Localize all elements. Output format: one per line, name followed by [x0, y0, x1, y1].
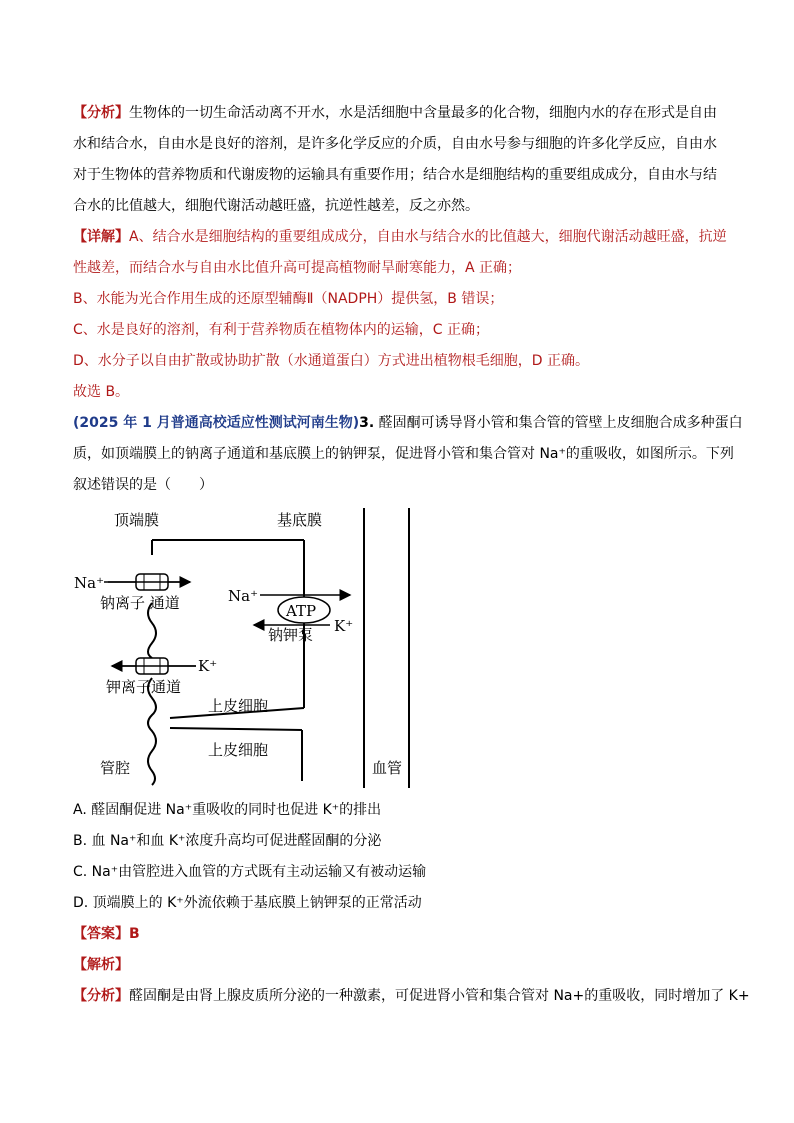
option-c: C. Na⁺由管腔进入血管的方式既有主动运输又有被动运输 [73, 864, 427, 880]
explanation-label: 【解析】 [73, 957, 129, 973]
lumen-label: 管腔 [100, 759, 131, 777]
answer-line [73, 924, 724, 944]
question-line-1: (2025 年 1 月普通高校适应性测试河南生物)3. 醛固酮可诱导肾小管和集合管的管壁上皮细胞合成多种蛋白 [73, 415, 743, 431]
k-pump-label: K⁺ [334, 617, 354, 635]
analysis-line-3: 对于生物体的营养物质和代谢废物的运输具有重要作用；结合水是细胞结构的重要组成成分，自由水与结 [73, 167, 717, 183]
cell-junction-lower [170, 728, 302, 730]
question-line-3: 叙述错误的是（ ） [73, 477, 213, 493]
detail-label: 【详解】 [73, 229, 129, 245]
analysis2-line: 【分析】醛固酮是由肾上腺皮质所分泌的一种激素，可促进肾小管和集合管对 Na+的重吸收，同时增加了 K+ [73, 988, 750, 1004]
analysis-label: 【分析】 [73, 105, 129, 121]
apical-membrane-label: 顶端膜 [114, 511, 160, 529]
basal-membrane-label: 基底膜 [277, 511, 323, 529]
detail-line-4: C、水是良好的溶剂，有利于营养物质在植物体内的运输，C 正确； [73, 322, 489, 338]
kidney-cell-diagram [72, 503, 432, 793]
analysis-line-2: 水和结合水，自由水是良好的溶剂，是许多化学反应的介质，自由水号参与细胞的许多化学反应，自由水 [73, 136, 717, 152]
na-channel-label: 钠离子 通道 [100, 594, 180, 612]
k-channel-ion-label: K⁺ [198, 657, 218, 675]
atp-label: ATP [286, 602, 317, 620]
analysis-line-4: 合水的比值越大，细胞代谢活动越旺盛，抗逆性越差，反之亦然。 [73, 198, 479, 214]
detail-line-3: B、水能为光合作用生成的还原型辅酶Ⅱ（NADPH）提供氢，B 错误； [73, 291, 504, 307]
na-right-label: Na⁺ [228, 587, 258, 605]
detail-conclusion: 故选 B。 [73, 384, 130, 400]
analysis2-label: 【分析】 [73, 988, 129, 1004]
option-b: B. 血 Na⁺和血 K⁺浓度升高均可促进醛固酮的分泌 [73, 833, 382, 849]
detail-line-5: D、水分子以自由扩散或协助扩散（水通道蛋白）方式进出植物根毛细胞，D 正确。 [73, 353, 590, 369]
detail-line-2: 性越差，而结合水与自由水比值升高可提高植物耐旱耐寒能力，A 正确； [73, 260, 522, 276]
option-a: A. 醛固酮促进 Na⁺重吸收的同时也促进 K⁺的排出 [73, 802, 382, 818]
analysis-line-1: 【分析】生物体的一切生命活动离不开水，水是活细胞中含量最多的化合物，细胞内水的存在形式是自由 [73, 105, 717, 121]
detail-line-1: 【详解】A、结合水是细胞结构的重要组成成分，自由水与结合水的比值越大，细胞代谢活动越旺盛，抗逆 [73, 229, 727, 245]
na-left-label: Na⁺ [74, 574, 104, 592]
question-source: (2025 年 1 月普通高校适应性测试河南生物) [73, 415, 360, 431]
pump-label: 钠钾泵 [268, 626, 314, 644]
k-channel-label: 钾离子通道 [106, 678, 182, 696]
epithelial-cell-label-2: 上皮细胞 [208, 741, 269, 759]
vessel-label: 血管 [372, 759, 403, 777]
option-d: D. 顶端膜上的 K⁺外流依赖于基底膜上钠钾泵的正常活动 [73, 895, 422, 911]
question-line-2: 质，如顶端膜上的钠离子通道和基底膜上的钠钾泵，促进肾小管和集合管对 Na⁺的重吸收，如图所示。下列 [73, 446, 734, 462]
epithelial-cell-label-1: 上皮细胞 [208, 697, 269, 715]
answer-value: B [129, 926, 140, 942]
question-number: 3. [359, 415, 375, 431]
answer-label: 【答案】 [73, 926, 129, 942]
